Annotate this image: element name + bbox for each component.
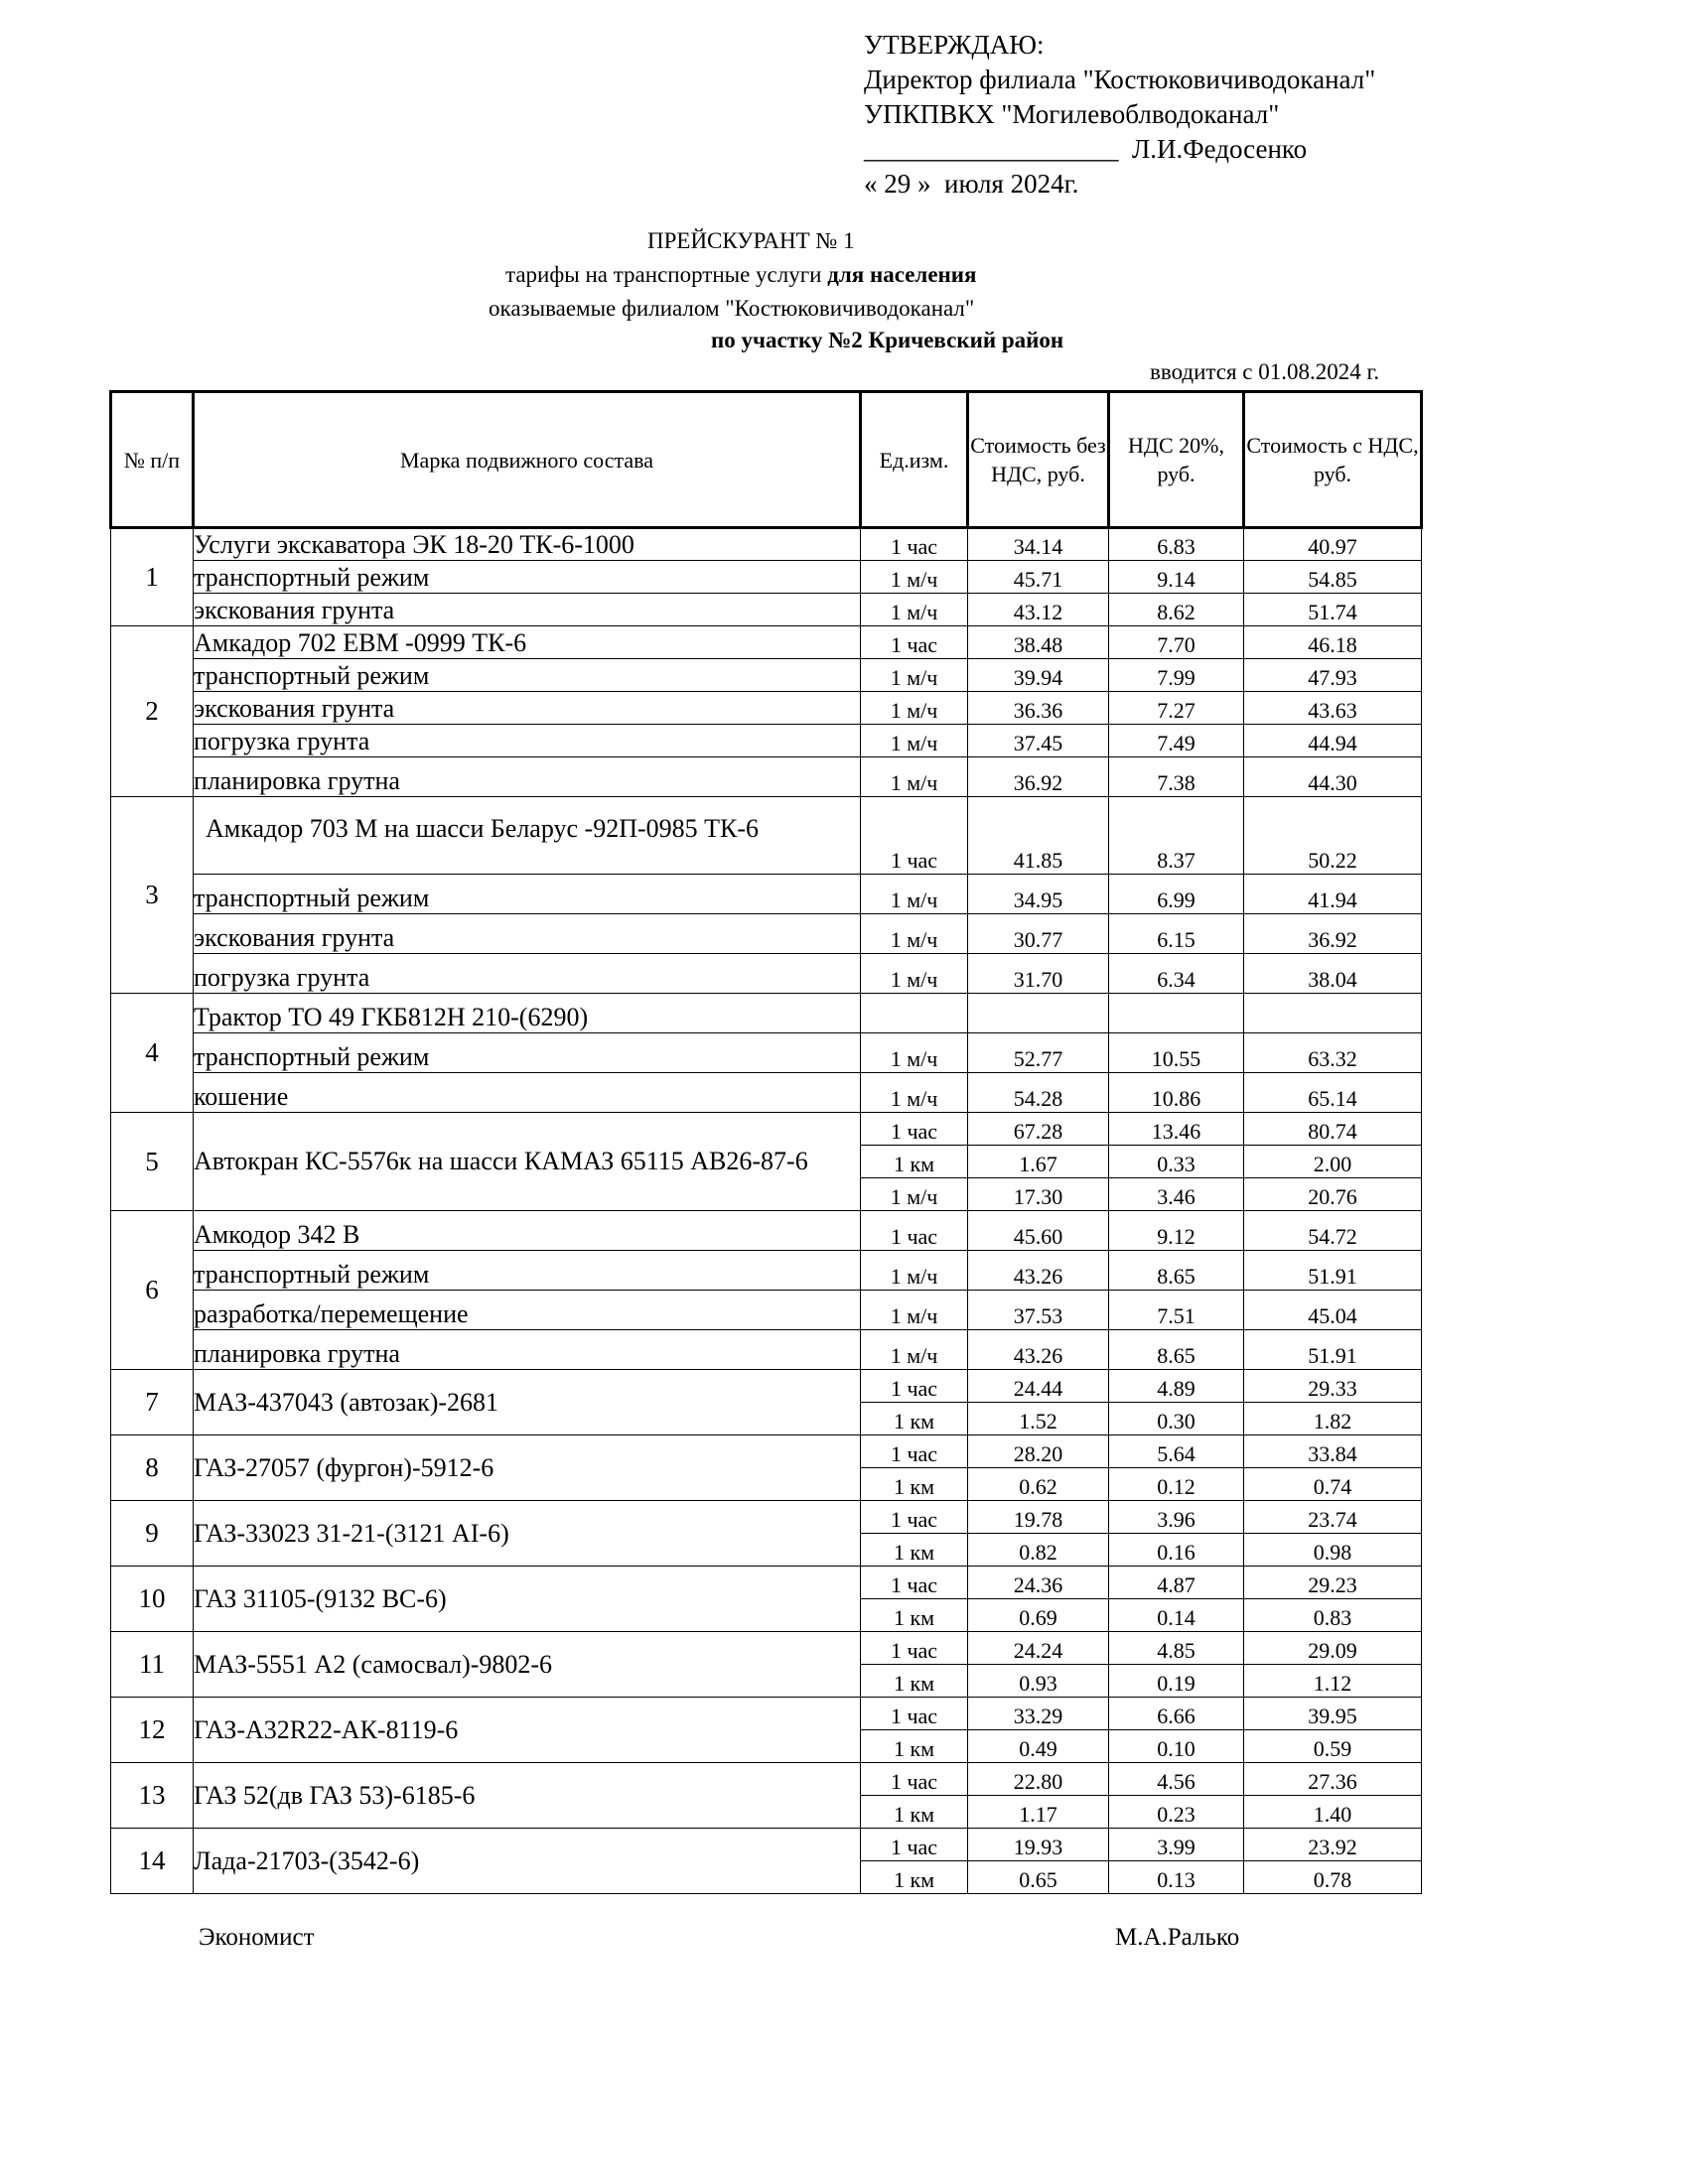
unit-cell: 1 час — [861, 528, 968, 561]
vat-cell: 0.30 — [1109, 1403, 1244, 1435]
approval-line-2: Директор филиала "Костюковичиводоканал" — [864, 65, 1376, 94]
total-cell: 0.74 — [1244, 1468, 1422, 1501]
cost-cell: 19.78 — [968, 1501, 1109, 1534]
row-number: 4 — [111, 994, 194, 1113]
table-row — [111, 1113, 1422, 1146]
total-cell: 23.92 — [1244, 1829, 1422, 1861]
row-number: 6 — [111, 1211, 194, 1370]
row-number: 7 — [111, 1370, 194, 1435]
unit-cell: 1 км — [861, 1796, 968, 1829]
cost-cell: 43.26 — [968, 1251, 1109, 1291]
vat-cell: 0.14 — [1109, 1599, 1244, 1632]
cost-cell — [968, 994, 1109, 1033]
row-number: 2 — [111, 626, 194, 797]
cost-cell: 0.62 — [968, 1468, 1109, 1501]
vat-cell: 0.13 — [1109, 1861, 1244, 1894]
header-cost: Стоимость без НДС, руб. — [968, 392, 1109, 528]
vat-cell: 4.87 — [1109, 1567, 1244, 1599]
header-name: Марка подвижного состава — [194, 392, 861, 528]
cost-cell: 45.71 — [968, 561, 1109, 594]
cost-cell: 1.52 — [968, 1403, 1109, 1435]
table-row — [111, 1632, 1422, 1665]
total-cell: 65.14 — [1244, 1073, 1422, 1113]
total-cell: 27.36 — [1244, 1763, 1422, 1796]
total-cell: 80.74 — [1244, 1113, 1422, 1146]
approval-block — [864, 28, 1375, 202]
vat-cell: 0.33 — [1109, 1146, 1244, 1178]
document-subtitle-1 — [505, 262, 977, 288]
vat-cell: 6.66 — [1109, 1698, 1244, 1730]
vat-cell: 4.56 — [1109, 1763, 1244, 1796]
vat-cell: 8.37 — [1109, 797, 1244, 875]
table-row — [111, 1291, 1422, 1330]
service-name: кошение — [194, 1073, 861, 1113]
table-row — [111, 875, 1422, 914]
unit-cell: 1 км — [861, 1599, 968, 1632]
cost-cell: 31.70 — [968, 954, 1109, 994]
row-number: 8 — [111, 1435, 194, 1501]
service-name: экскования грунта — [194, 594, 861, 626]
approval-line-3: УПКПВКХ "Могилевоблводоканал" — [864, 99, 1280, 129]
total-cell: 50.22 — [1244, 797, 1422, 875]
vat-cell: 10.86 — [1109, 1073, 1244, 1113]
unit-cell: 1 км — [861, 1468, 968, 1501]
total-cell — [1244, 994, 1422, 1033]
total-cell: 38.04 — [1244, 954, 1422, 994]
unit-cell: 1 час — [861, 1829, 968, 1861]
unit-cell: 1 м/ч — [861, 561, 968, 594]
vehicle-name: Автокран КС-5576к на шасси КАМАЗ 65115 АВ26-87-6 — [194, 1113, 861, 1211]
unit-cell: 1 м/ч — [861, 1073, 968, 1113]
subtitle-bold: для населения — [827, 262, 977, 287]
unit-cell: 1 км — [861, 1534, 968, 1567]
total-cell: 39.95 — [1244, 1698, 1422, 1730]
service-name: экскования грунта — [194, 692, 861, 725]
table-row — [111, 692, 1422, 725]
total-cell: 0.59 — [1244, 1730, 1422, 1763]
cost-cell: 34.95 — [968, 875, 1109, 914]
cost-cell: 67.28 — [968, 1113, 1109, 1146]
approval-line-5: « 29 » июля 2024г. — [864, 169, 1079, 199]
service-name: транспортный режим — [194, 1033, 861, 1073]
table-row — [111, 797, 1422, 875]
service-name: транспортный режим — [194, 561, 861, 594]
vehicle-name: Амкодор 342 В — [194, 1211, 861, 1251]
total-cell: 0.78 — [1244, 1861, 1422, 1894]
vat-cell: 6.34 — [1109, 954, 1244, 994]
table-row — [111, 1033, 1422, 1073]
service-name: планировка грутна — [194, 1330, 861, 1370]
vat-cell: 0.16 — [1109, 1534, 1244, 1567]
unit-cell: 1 час — [861, 1698, 968, 1730]
unit-cell: 1 час — [861, 1763, 968, 1796]
unit-cell: 1 м/ч — [861, 757, 968, 797]
row-number: 1 — [111, 528, 194, 626]
unit-cell: 1 м/ч — [861, 1251, 968, 1291]
cost-cell: 34.14 — [968, 528, 1109, 561]
table-row — [111, 626, 1422, 659]
table-row — [111, 528, 1422, 561]
vat-cell: 7.27 — [1109, 692, 1244, 725]
vehicle-name: ГАЗ 52(дв ГАЗ 53)-6185-6 — [194, 1763, 861, 1829]
vehicle-name: ГАЗ-27057 (фургон)-5912-6 — [194, 1435, 861, 1501]
table-header-row — [111, 392, 1422, 528]
cost-cell: 54.28 — [968, 1073, 1109, 1113]
subtitle-text: тарифы на транспортные услуги — [505, 262, 828, 287]
vehicle-name: Услуги экскаватора ЭК 18-20 ТК-6-1000 — [194, 528, 861, 561]
unit-cell: 1 м/ч — [861, 659, 968, 692]
vat-cell: 7.49 — [1109, 725, 1244, 757]
table-row — [111, 1829, 1422, 1861]
total-cell: 43.63 — [1244, 692, 1422, 725]
vehicle-name: Трактор ТО 49 ГКБ812Н 210-(6290) — [194, 994, 861, 1033]
vehicle-name: Амкадор 703 М на шасси Беларус -92П-0985 ТК-6 — [194, 797, 861, 875]
cost-cell: 43.26 — [968, 1330, 1109, 1370]
cost-cell: 22.80 — [968, 1763, 1109, 1796]
row-number: 12 — [111, 1698, 194, 1763]
vat-cell: 4.89 — [1109, 1370, 1244, 1403]
vat-cell: 3.96 — [1109, 1501, 1244, 1534]
table-row — [111, 1501, 1422, 1534]
cost-cell: 36.36 — [968, 692, 1109, 725]
total-cell: 51.74 — [1244, 594, 1422, 626]
price-table — [109, 390, 1423, 1894]
header-total: Стоимость с НДС, руб. — [1244, 392, 1422, 528]
total-cell: 23.74 — [1244, 1501, 1422, 1534]
cost-cell: 0.82 — [968, 1534, 1109, 1567]
table-row — [111, 594, 1422, 626]
cost-cell: 43.12 — [968, 594, 1109, 626]
total-cell: 20.76 — [1244, 1178, 1422, 1211]
cost-cell: 52.77 — [968, 1033, 1109, 1073]
row-number: 9 — [111, 1501, 194, 1567]
vat-cell: 0.10 — [1109, 1730, 1244, 1763]
vat-cell: 6.99 — [1109, 875, 1244, 914]
unit-cell: 1 км — [861, 1730, 968, 1763]
total-cell: 1.40 — [1244, 1796, 1422, 1829]
vat-cell: 4.85 — [1109, 1632, 1244, 1665]
header-vat: НДС 20%, руб. — [1109, 392, 1244, 528]
cost-cell: 28.20 — [968, 1435, 1109, 1468]
vat-cell: 3.99 — [1109, 1829, 1244, 1861]
cost-cell: 45.60 — [968, 1211, 1109, 1251]
cost-cell: 0.65 — [968, 1861, 1109, 1894]
vehicle-name: ГАЗ-А32R22-АК-8119-6 — [194, 1698, 861, 1763]
vat-cell: 8.62 — [1109, 594, 1244, 626]
cost-cell: 1.17 — [968, 1796, 1109, 1829]
cost-cell: 24.24 — [968, 1632, 1109, 1665]
table-row — [111, 1073, 1422, 1113]
service-name: погрузка грунта — [194, 725, 861, 757]
signature-name: М.А.Ралько — [1115, 1924, 1240, 1951]
unit-cell: 1 м/ч — [861, 954, 968, 994]
unit-cell: 1 м/ч — [861, 1330, 968, 1370]
vehicle-name: ГАЗ 31105-(9132 ВС-6) — [194, 1567, 861, 1632]
table-row — [111, 1763, 1422, 1796]
table-row — [111, 757, 1422, 797]
vat-cell: 7.38 — [1109, 757, 1244, 797]
table-row — [111, 914, 1422, 954]
unit-cell: 1 м/ч — [861, 692, 968, 725]
table-body — [111, 528, 1422, 1894]
total-cell: 46.18 — [1244, 626, 1422, 659]
unit-cell: 1 час — [861, 1370, 968, 1403]
table-row — [111, 659, 1422, 692]
unit-cell: 1 м/ч — [861, 594, 968, 626]
vat-cell: 7.51 — [1109, 1291, 1244, 1330]
header-num: № п/п — [111, 392, 194, 528]
vat-cell: 6.83 — [1109, 528, 1244, 561]
table-row — [111, 725, 1422, 757]
unit-cell: 1 час — [861, 1567, 968, 1599]
total-cell: 54.72 — [1244, 1211, 1422, 1251]
approval-line-4: ___________________ Л.И.Федосенко — [864, 134, 1308, 164]
cost-cell: 17.30 — [968, 1178, 1109, 1211]
approval-line-1: УТВЕРЖДАЮ: — [864, 30, 1045, 60]
total-cell: 47.93 — [1244, 659, 1422, 692]
unit-cell: 1 км — [861, 1665, 968, 1698]
total-cell: 51.91 — [1244, 1251, 1422, 1291]
table-row — [111, 1567, 1422, 1599]
table-row — [111, 561, 1422, 594]
total-cell: 33.84 — [1244, 1435, 1422, 1468]
total-cell: 36.92 — [1244, 914, 1422, 954]
cost-cell: 33.29 — [968, 1698, 1109, 1730]
unit-cell: 1 м/ч — [861, 1033, 968, 1073]
unit-cell: 1 км — [861, 1861, 968, 1894]
row-number: 3 — [111, 797, 194, 994]
vat-cell: 3.46 — [1109, 1178, 1244, 1211]
table-row — [111, 1211, 1422, 1251]
cost-cell: 0.49 — [968, 1730, 1109, 1763]
total-cell: 40.97 — [1244, 528, 1422, 561]
service-name: планировка грутна — [194, 757, 861, 797]
total-cell: 0.83 — [1244, 1599, 1422, 1632]
total-cell: 1.12 — [1244, 1665, 1422, 1698]
document-subtitle-3: по участку №2 Кричевский район — [711, 328, 1064, 352]
total-cell: 1.82 — [1244, 1403, 1422, 1435]
row-number: 13 — [111, 1763, 194, 1829]
vat-cell: 8.65 — [1109, 1330, 1244, 1370]
vat-cell: 0.12 — [1109, 1468, 1244, 1501]
total-cell: 63.32 — [1244, 1033, 1422, 1073]
service-name: транспортный режим — [194, 659, 861, 692]
vat-cell: 9.14 — [1109, 561, 1244, 594]
total-cell: 2.00 — [1244, 1146, 1422, 1178]
row-number: 11 — [111, 1632, 194, 1698]
unit-cell: 1 час — [861, 626, 968, 659]
cost-cell: 0.93 — [968, 1665, 1109, 1698]
vehicle-name: МАЗ-437043 (автозак)-2681 — [194, 1370, 861, 1435]
table-row — [111, 1435, 1422, 1468]
total-cell: 54.85 — [1244, 561, 1422, 594]
service-name: разработка/перемещение — [194, 1291, 861, 1330]
total-cell: 44.94 — [1244, 725, 1422, 757]
vat-cell: 0.19 — [1109, 1665, 1244, 1698]
vat-cell: 10.55 — [1109, 1033, 1244, 1073]
total-cell: 45.04 — [1244, 1291, 1422, 1330]
vat-cell: 13.46 — [1109, 1113, 1244, 1146]
unit-cell: 1 час — [861, 1435, 968, 1468]
unit-cell: 1 км — [861, 1403, 968, 1435]
signature-position: Экономист — [199, 1924, 315, 1951]
unit-cell: 1 м/ч — [861, 1291, 968, 1330]
unit-cell: 1 м/ч — [861, 1178, 968, 1211]
cost-cell: 37.45 — [968, 725, 1109, 757]
total-cell: 29.23 — [1244, 1567, 1422, 1599]
header-unit: Ед.изм. — [861, 392, 968, 528]
unit-cell: 1 км — [861, 1146, 968, 1178]
table-row — [111, 1370, 1422, 1403]
vat-cell: 8.65 — [1109, 1251, 1244, 1291]
cost-cell: 37.53 — [968, 1291, 1109, 1330]
cost-cell: 36.92 — [968, 757, 1109, 797]
cost-cell: 30.77 — [968, 914, 1109, 954]
cost-cell: 0.69 — [968, 1599, 1109, 1632]
service-name: погрузка грунта — [194, 954, 861, 994]
total-cell: 29.09 — [1244, 1632, 1422, 1665]
table-row — [111, 1698, 1422, 1730]
unit-cell: 1 м/ч — [861, 875, 968, 914]
document-subtitle-2: оказываемые филиалом "Костюковичиводоканал" — [489, 296, 975, 321]
unit-cell: 1 час — [861, 1501, 968, 1534]
vehicle-name: МАЗ-5551 А2 (самосвал)-9802-6 — [194, 1632, 861, 1698]
cost-cell: 24.44 — [968, 1370, 1109, 1403]
cost-cell: 19.93 — [968, 1829, 1109, 1861]
vehicle-name: Лада-21703-(3542-6) — [194, 1829, 861, 1894]
unit-cell — [861, 994, 968, 1033]
unit-cell: 1 м/ч — [861, 725, 968, 757]
vat-cell: 7.99 — [1109, 659, 1244, 692]
cost-cell: 24.36 — [968, 1567, 1109, 1599]
unit-cell: 1 час — [861, 1632, 968, 1665]
unit-cell: 1 час — [861, 1113, 968, 1146]
row-number: 10 — [111, 1567, 194, 1632]
table-row — [111, 1251, 1422, 1291]
table-row — [111, 1330, 1422, 1370]
document-title: ПРЕЙСКУРАНТ № 1 — [647, 228, 855, 253]
vat-cell: 6.15 — [1109, 914, 1244, 954]
cost-cell: 41.85 — [968, 797, 1109, 875]
table-row — [111, 954, 1422, 994]
total-cell: 51.91 — [1244, 1330, 1422, 1370]
row-number: 5 — [111, 1113, 194, 1211]
total-cell: 41.94 — [1244, 875, 1422, 914]
total-cell: 44.30 — [1244, 757, 1422, 797]
service-name: транспортный режим — [194, 875, 861, 914]
service-name: транспортный режим — [194, 1251, 861, 1291]
total-cell: 0.98 — [1244, 1534, 1422, 1567]
vehicle-name: ГАЗ-33023 31-21-(3121 АI-6) — [194, 1501, 861, 1567]
vat-cell — [1109, 994, 1244, 1033]
unit-cell: 1 час — [861, 797, 968, 875]
vat-cell: 5.64 — [1109, 1435, 1244, 1468]
row-number: 14 — [111, 1829, 194, 1894]
service-name: экскования грунта — [194, 914, 861, 954]
total-cell: 29.33 — [1244, 1370, 1422, 1403]
vat-cell: 7.70 — [1109, 626, 1244, 659]
effective-date: вводится с 01.08.2024 г. — [1150, 359, 1380, 384]
unit-cell: 1 м/ч — [861, 914, 968, 954]
cost-cell: 38.48 — [968, 626, 1109, 659]
vat-cell: 0.23 — [1109, 1796, 1244, 1829]
cost-cell: 1.67 — [968, 1146, 1109, 1178]
unit-cell: 1 час — [861, 1211, 968, 1251]
vehicle-name: Амкадор 702 ЕВМ -0999 ТК-6 — [194, 626, 861, 659]
table-row — [111, 994, 1422, 1033]
vat-cell: 9.12 — [1109, 1211, 1244, 1251]
cost-cell: 39.94 — [968, 659, 1109, 692]
